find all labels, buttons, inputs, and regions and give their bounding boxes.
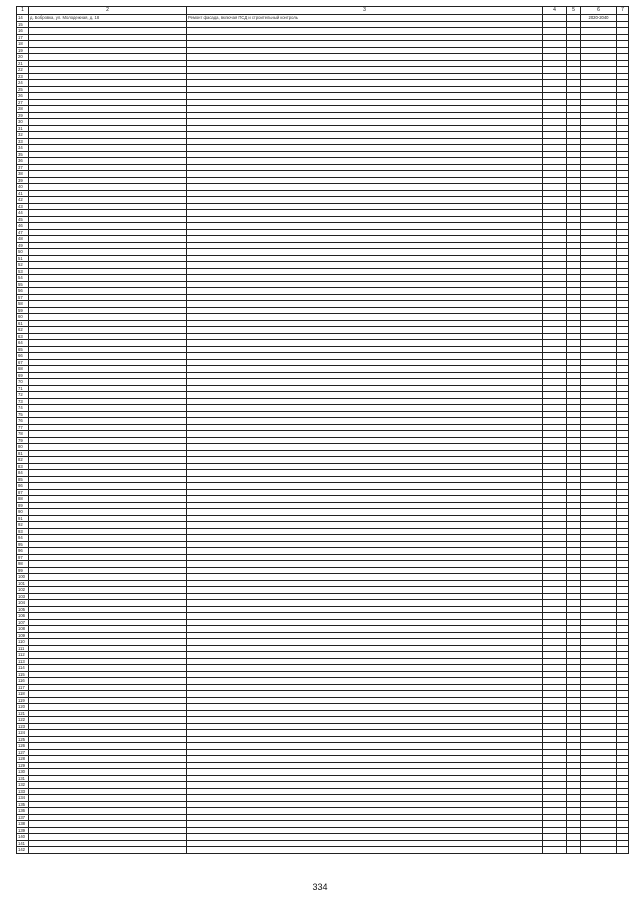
row-number: 125 [17,736,29,743]
address-cell [29,847,187,854]
row-number: 89 [17,502,29,509]
row-number: 53 [17,268,29,275]
row-number: 136 [17,808,29,815]
row-number: 94 [17,535,29,542]
row-number: 102 [17,587,29,594]
row-number: 60 [17,314,29,321]
row-number: 72 [17,392,29,399]
row-number: 39 [17,177,29,184]
row-number: 21 [17,60,29,67]
row-number: 62 [17,327,29,334]
row-number: 77 [17,424,29,431]
row-number: 55 [17,281,29,288]
row-number: 123 [17,723,29,730]
row-number: 70 [17,379,29,386]
row-number: 96 [17,548,29,555]
row-number: 71 [17,385,29,392]
row-number: 92 [17,522,29,529]
row-number: 45 [17,216,29,223]
row-number: 141 [17,840,29,847]
row-number: 65 [17,346,29,353]
row-number: 25 [17,86,29,93]
row-number: 14 [17,15,29,22]
row-number: 140 [17,834,29,841]
row-number: 66 [17,353,29,360]
column-header: 3 [187,7,543,15]
row-number: 104 [17,600,29,607]
row-number: 131 [17,775,29,782]
row-number: 28 [17,106,29,113]
year-cell [543,847,567,854]
row-number: 48 [17,236,29,243]
row-number: 51 [17,255,29,262]
table-body [17,15,629,854]
row-number: 121 [17,710,29,717]
row-number: 29 [17,112,29,119]
row-number: 67 [17,359,29,366]
column-header: 4 [543,7,567,15]
row-number: 19 [17,47,29,54]
row-number: 126 [17,743,29,750]
row-number: 30 [17,119,29,126]
row-number: 119 [17,697,29,704]
row-number: 115 [17,671,29,678]
row-number: 27 [17,99,29,106]
period-cell [581,847,617,854]
row-number: 22 [17,67,29,74]
row-number: 86 [17,483,29,490]
empty-cell [617,847,629,854]
row-number: 52 [17,262,29,269]
row-number: 122 [17,717,29,724]
row-number: 46 [17,223,29,230]
row-number: 41 [17,190,29,197]
row-number: 80 [17,444,29,451]
row-number: 44 [17,210,29,217]
row-number: 37 [17,164,29,171]
row-number: 32 [17,132,29,139]
row-number: 38 [17,171,29,178]
row-number: 114 [17,665,29,672]
row-number: 18 [17,41,29,48]
empty-cell [567,847,581,854]
row-number: 137 [17,814,29,821]
page-number: 334 [312,882,328,892]
row-number: 130 [17,769,29,776]
column-header: 6 [581,7,617,15]
row-number: 56 [17,288,29,295]
row-number: 111 [17,645,29,652]
row-number: 47 [17,229,29,236]
column-header: 1 [17,7,29,15]
row-number: 118 [17,691,29,698]
row-number: 61 [17,320,29,327]
row-number: 84 [17,470,29,477]
row-number: 124 [17,730,29,737]
row-number: 100 [17,574,29,581]
row-number: 116 [17,678,29,685]
column-header: 5 [567,7,581,15]
row-number: 68 [17,366,29,373]
column-header: 2 [29,7,187,15]
row-number: 40 [17,184,29,191]
row-number: 91 [17,515,29,522]
row-number: 105 [17,606,29,613]
row-number: 107 [17,619,29,626]
work-type-cell: Ремонт фасада, включая ПСД и строительный контроль [187,15,543,22]
row-number: 34 [17,145,29,152]
row-number: 74 [17,405,29,412]
row-number: 112 [17,652,29,659]
row-number: 85 [17,476,29,483]
row-number: 43 [17,203,29,210]
row-number: 73 [17,398,29,405]
row-number: 120 [17,704,29,711]
period-cell: 2020-2040 [581,15,617,22]
row-number: 97 [17,554,29,561]
row-number: 81 [17,450,29,457]
register-sheet [16,6,628,854]
row-number: 101 [17,580,29,587]
row-number: 16 [17,28,29,35]
row-number: 64 [17,340,29,347]
row-number: 54 [17,275,29,282]
row-number: 133 [17,788,29,795]
row-number: 128 [17,756,29,763]
row-number: 26 [17,93,29,100]
row-number: 90 [17,509,29,516]
work-type-cell [187,847,543,854]
row-number: 113 [17,658,29,665]
row-number: 79 [17,437,29,444]
row-number: 132 [17,782,29,789]
row-number: 138 [17,821,29,828]
row-number: 42 [17,197,29,204]
row-number: 59 [17,307,29,314]
row-number: 36 [17,158,29,165]
row-number: 57 [17,294,29,301]
row-number: 69 [17,372,29,379]
row-number: 58 [17,301,29,308]
row-number: 24 [17,80,29,87]
row-number: 20 [17,54,29,61]
row-number: 82 [17,457,29,464]
row-number: 106 [17,613,29,620]
row-number: 23 [17,73,29,80]
row-number: 49 [17,242,29,249]
row-number: 134 [17,795,29,802]
row-number: 87 [17,489,29,496]
table-row [17,847,629,854]
row-number: 50 [17,249,29,256]
row-number: 108 [17,626,29,633]
row-number: 98 [17,561,29,568]
row-number: 76 [17,418,29,425]
row-number: 93 [17,528,29,535]
row-number: 109 [17,632,29,639]
row-number: 33 [17,138,29,145]
register-table [16,6,629,854]
row-number: 127 [17,749,29,756]
column-header: 7 [617,7,629,15]
row-number: 135 [17,801,29,808]
row-number: 110 [17,639,29,646]
address-cell: д. Бобровка, ул. Молодежная, д. 18 [29,15,187,22]
row-number: 88 [17,496,29,503]
row-number: 31 [17,125,29,132]
row-number: 15 [17,21,29,28]
row-number: 78 [17,431,29,438]
row-number: 142 [17,847,29,854]
row-number: 99 [17,567,29,574]
row-number: 103 [17,593,29,600]
row-number: 95 [17,541,29,548]
row-number: 75 [17,411,29,418]
row-number: 17 [17,34,29,41]
row-number: 63 [17,333,29,340]
row-number: 83 [17,463,29,470]
row-number: 139 [17,827,29,834]
row-number: 129 [17,762,29,769]
row-number: 117 [17,684,29,691]
column-number-row [17,7,629,15]
row-number: 35 [17,151,29,158]
